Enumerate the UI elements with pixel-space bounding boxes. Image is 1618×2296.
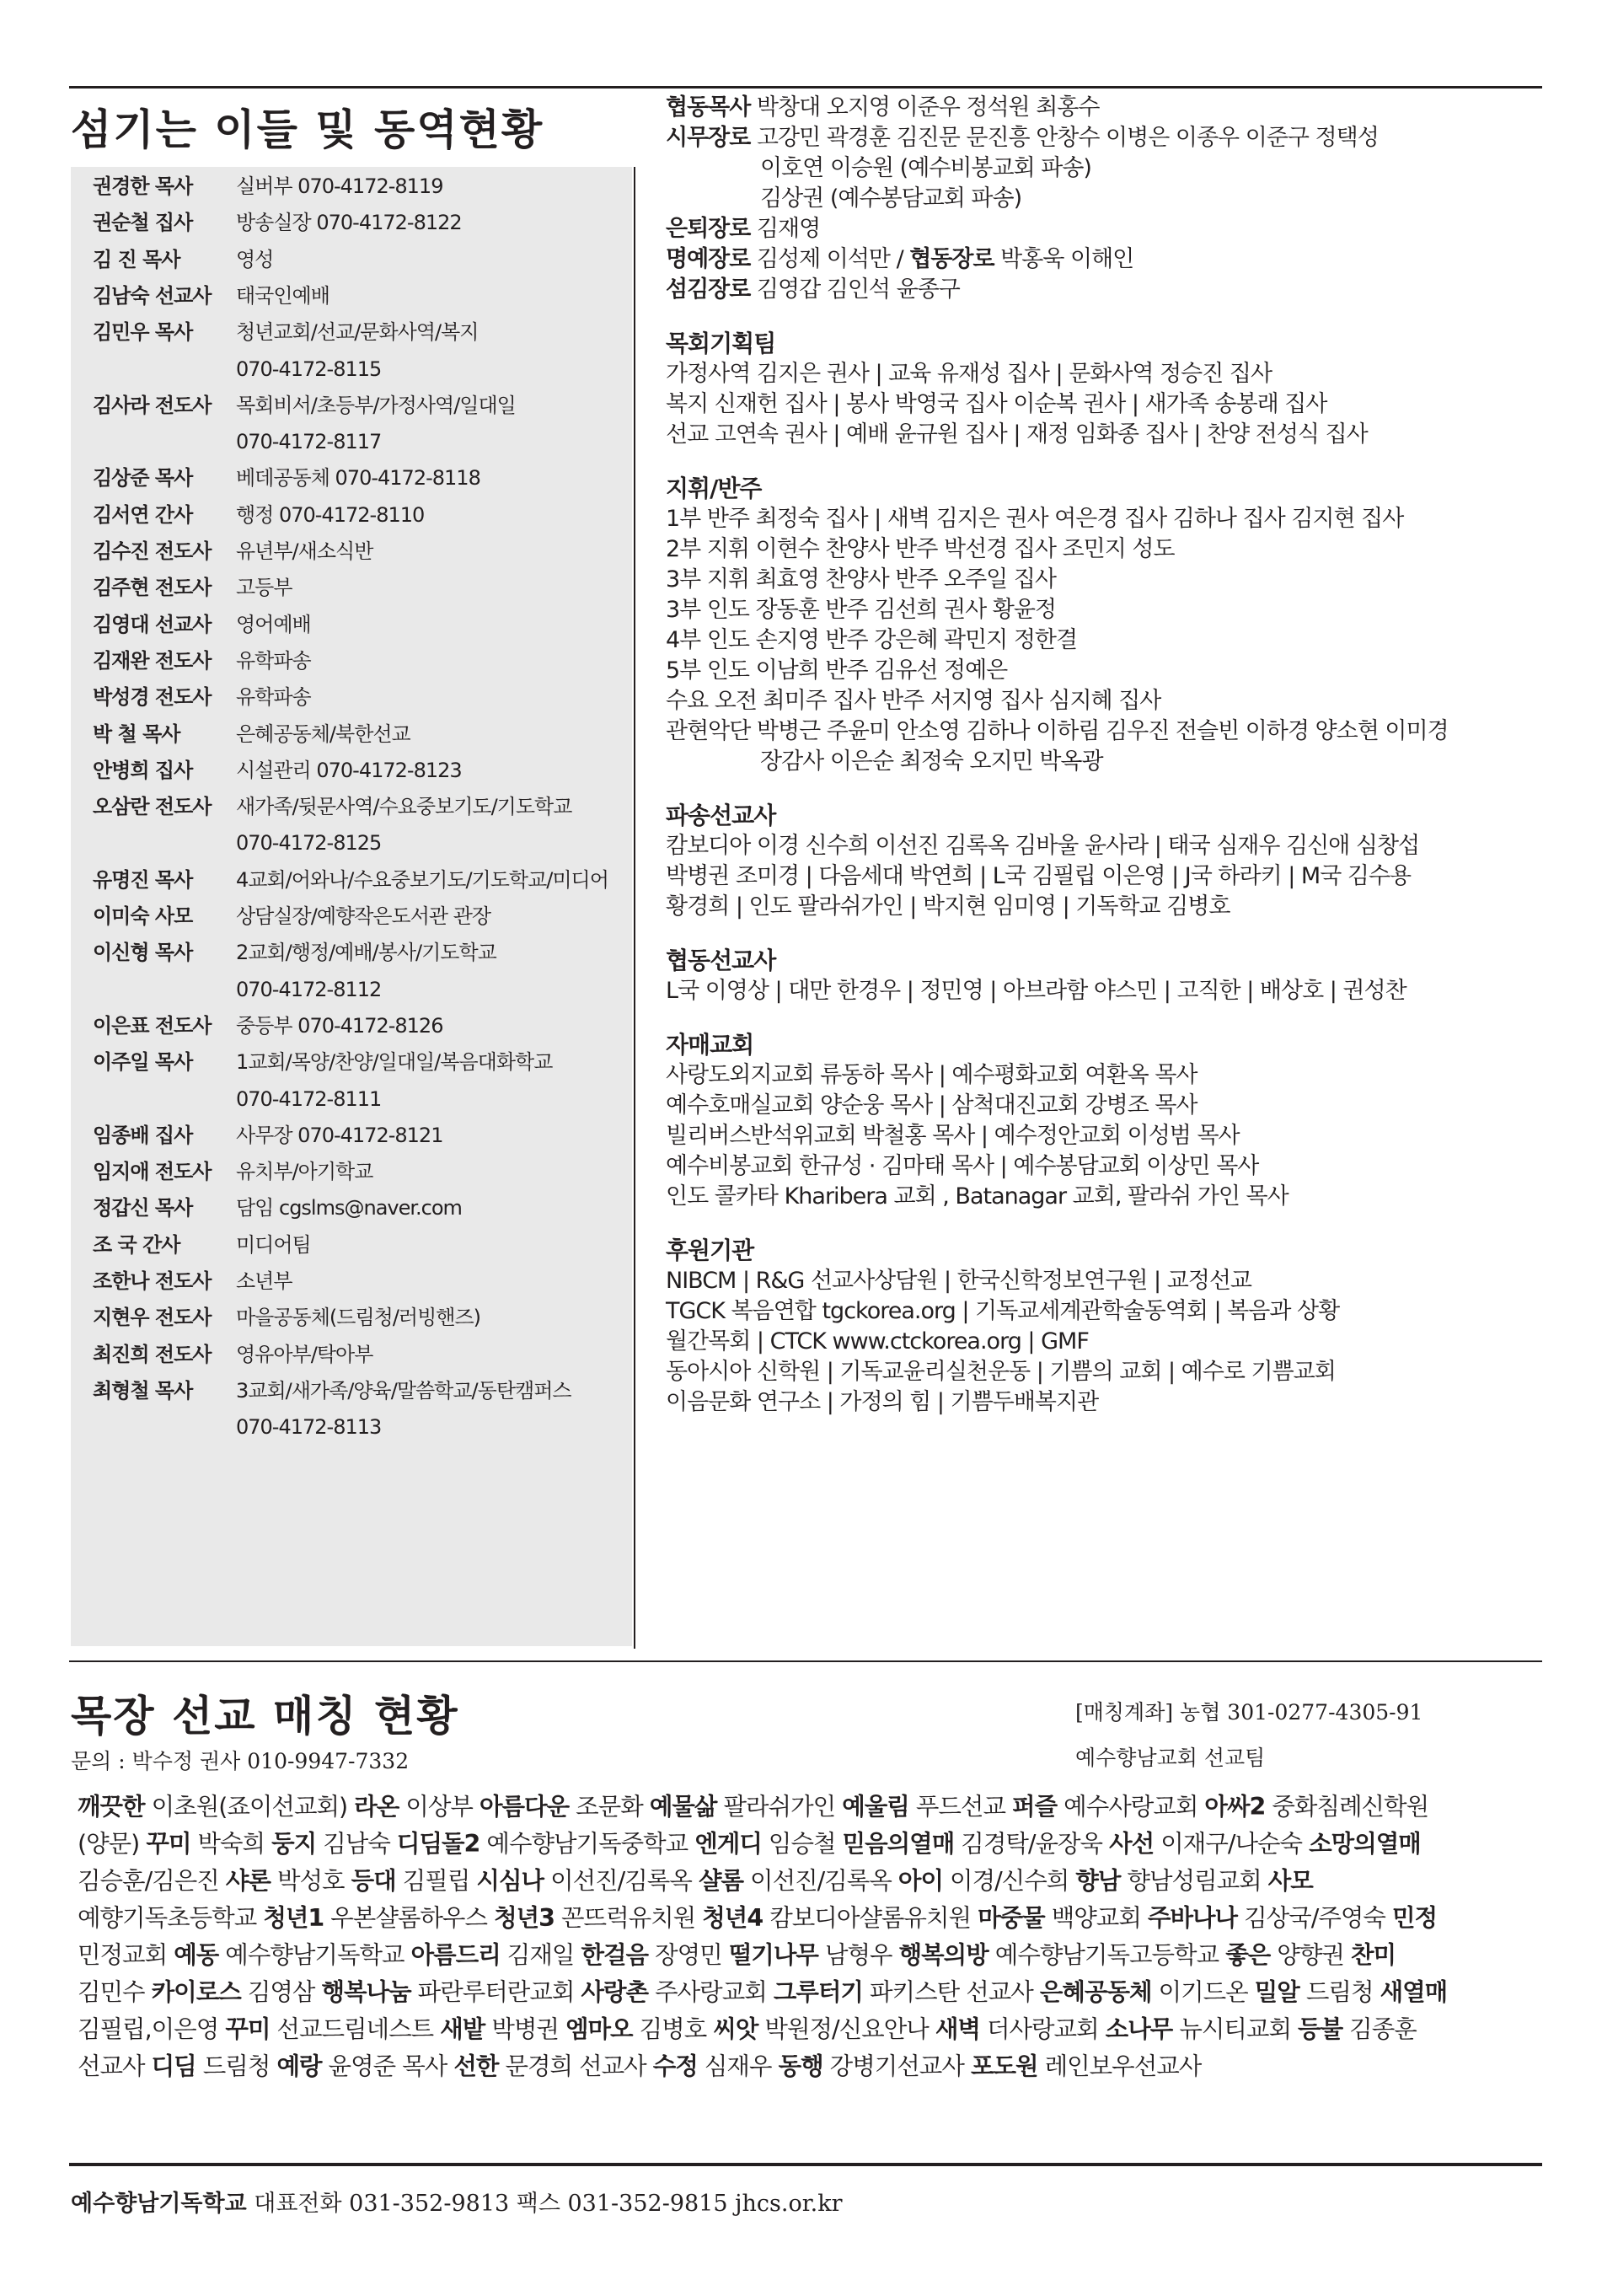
mokjang-name: 꾸미 [225,2015,271,2043]
staff-name: 김재완 전도사 [93,648,212,673]
staff-name: 김영대 선교사 [93,612,212,636]
conductors-indent-line: 장감사 이은순 최정숙 오지민 박옥광 [760,748,1103,775]
sister-churches-heading: 자매교회 [666,1031,754,1059]
matching-line [78,2011,1544,2048]
section-title-servants: 섬기는 이들 및 동역현황 [71,105,544,154]
staff-duty: 베데공동체 070-4172-8118 [236,466,480,491]
staff-duty: 청년교회/선교/문화사역/복지 [236,320,479,345]
staff-name: 이미숙 사모 [93,904,193,928]
mokjang-name: 선한 [453,2052,499,2080]
list-line: 캄보디아 이경 신수희 이선진 김록옥 김바울 윤사라 | 태국 심재우 김신애 심창섭 [666,833,1420,859]
list-line: 관현악단 박병근 주윤미 안소영 김하나 이하림 김우진 전슬빈 이하경 양소현 이미경 [666,718,1449,744]
list-line: 수요 오전 최미주 집사 반주 서지영 집사 심지혜 집사 [666,688,1161,714]
staff-row [93,1011,442,1040]
missionaries-list [666,831,1542,922]
mokjang-name: 깨끗한 [78,1793,145,1821]
staff-row [93,208,462,237]
mission-partner: 이기드온 [1151,1978,1255,2006]
mokjang-name: 소망의열매 [1309,1830,1421,1858]
list-line: 박병권 조미경 | 다음세대 박연희 | L국 김필립 이은영 | J국 하라키 | M국 김수용 [666,863,1412,889]
mokjang-name: 엔게디 [694,1830,762,1858]
mokjang-name: 믿음의열매 [842,1830,955,1858]
mission-partner: 드림청 [196,2052,277,2080]
footer-rule [69,2163,1542,2166]
staff-duty: 1교회/목양/찬양/일대일/복음대화학교 [236,1050,553,1075]
elders-line-5: 은퇴장로 김재영 [666,216,821,242]
staff-name: 정갑신 목사 [93,1196,193,1220]
elders-line-2: 시무장로 고강민 곽경훈 김진문 문진흥 안창수 이병은 이종우 이준구 정택성 [666,125,1379,151]
mokjang-name: 등불 [1298,2015,1343,2043]
mokjang-name: 새열매 [1380,1978,1448,2006]
mission-partner: (양문) [78,1830,147,1858]
mokjang-name: 퍼즐 [1012,1793,1058,1821]
mokjang-name: 청년1 [263,1904,324,1932]
list-line: 동아시아 신학원 | 기독교윤리실천운동 | 기쁨의 교회 | 예수로 기쁨교회 [666,1359,1336,1385]
elders-line-7: 섬김장로 김영갑 김인석 윤종구 [666,276,960,303]
mokjang-name: 등대 [351,1867,396,1895]
list-line: 3부 지휘 최효영 찬양사 반주 오주일 집사 [666,566,1056,593]
staff-name: 지현우 전도사 [93,1306,212,1330]
mission-partner: 이재구/나순숙 [1154,1830,1310,1858]
staff-duty: 유학파송 [236,648,311,673]
list-line: 월간목회 | CTCK www.ctckorea.org | GMF [666,1328,1089,1355]
staff-duty: 방송실장 070-4172-8122 [236,211,462,235]
mission-partner: 문경희 선교사 [498,2052,653,2080]
mission-partner: 김필립 [395,1867,477,1895]
mokjang-name: 샤론 [225,1867,271,1895]
list-line: 가정사역 김지은 권사 | 교육 유재성 집사 | 문화사역 정승진 집사 [666,361,1272,387]
staff-row [93,792,571,821]
mission-partner: 강병기선교사 [822,2052,971,2080]
mokjang-name: 사선 [1109,1830,1155,1858]
list-line: 예수비봉교회 한규성 · 김마태 목사 | 예수봉담교회 이상민 목사 [666,1153,1259,1179]
matching-line [78,1789,1544,1826]
mokjang-name: 카이로스 [151,1978,241,2006]
right-column [666,93,1542,1418]
staff-name: 김상준 목사 [93,466,193,491]
mokjang-name: 예울림 [842,1793,909,1821]
footer-info: 대표전화 031-352-9813 팩스 031-352-9815 jhcs.or.kr [246,2191,843,2217]
mokjang-name: 꾸미 [146,1830,191,1858]
list-line: 예수호매실교회 양순웅 목사 | 삼척대진교회 강병조 목사 [666,1092,1197,1118]
mokjang-name: 행복나눔 [321,1978,411,2006]
mission-partner: 김남숙 [316,1830,397,1858]
mission-partner: 김경탁/윤장욱 [954,1830,1110,1858]
mission-partner: 예수사랑교회 [1057,1793,1205,1821]
staff-name: 김사라 전도사 [93,393,212,417]
mokjang-name: 시심나 [476,1867,544,1895]
staff-duty: 유학파송 [236,685,311,710]
staff-name: 이주일 목사 [93,1050,193,1075]
staff-row [93,756,462,785]
section-title-matching: 목장 선교 매칭 현황 [71,1691,459,1741]
footer-school: 예수향남기독학교 [71,2191,247,2217]
staff-row [93,646,311,675]
mokjang-name: 아름드리 [410,1941,501,1969]
mokjang-name: 한걸음 [581,1941,649,1969]
staff-name: 박성경 전도사 [93,685,212,710]
mission-partner: 예향기독초등학교 [78,1904,264,1932]
staff-duty: 3교회/새가족/양육/말씀학교/동탄캠퍼스 [236,1378,571,1403]
staff-name: 안병희 집사 [93,758,193,782]
staff-row [93,1303,480,1332]
list-line: 2부 지휘 이현수 찬양사 반주 박선경 집사 조민지 성도 [666,536,1175,562]
mission-partner: 김재일 [500,1941,581,1969]
mission-partner: 조문화 [569,1793,650,1821]
mokjang-name: 사모 [1267,1867,1313,1895]
list-line: 5부 인도 이남희 반주 김유선 정예은 [666,657,1008,684]
mokjang-name: 찬미 [1350,1941,1396,1969]
mission-partner: 윤영준 목사 [321,2052,454,2080]
elders-line-3: 이호연 이승원 (예수비봉교회 파송) [760,155,1091,181]
staff-name: 권순철 집사 [93,211,193,235]
mokjang-name: 예동 [174,1941,219,1969]
mission-partner: 레인보우선교사 [1037,2052,1202,2080]
mission-partner: 푸드선교 [908,1793,1013,1821]
staff-row [93,1048,552,1076]
mokjang-name: 민정 [1391,1904,1438,1932]
mission-partner: 이초원(죠이선교회) [144,1793,355,1821]
mission-partner: 김민수 [78,1978,152,2006]
mission-partner: 파키스탄 선교사 [862,1978,1040,2006]
staff-row [93,1267,292,1296]
list-line: 3부 인도 장동훈 반주 김선희 권사 황윤정 [666,597,1056,623]
staff-duty: 4교회/어와나/수요중보기도/기도학교/미디어 [236,867,608,892]
staff-name: 이신형 목사 [93,941,193,965]
mission-partner: 예수향남기독고등학교 [988,1941,1226,1969]
mission-partner: 김승훈/김은진 [78,1867,226,1895]
staff-row [93,537,372,566]
mokjang-name: 새밭 [440,2015,485,2043]
cooperating-heading: 협동선교사 [666,947,776,974]
staff-duty: 070-4172-8115 [236,357,382,381]
mokjang-name: 아이 [897,1867,943,1895]
staff-row [93,318,478,346]
mokjang-name: 청년3 [494,1904,555,1932]
staff-row [93,573,292,602]
mission-partner: 김병호 [632,2015,714,2043]
staff-duty: 시설관리 070-4172-8123 [236,758,462,782]
staff-name: 조 국 간사 [93,1232,180,1257]
staff-row [93,1194,462,1222]
mission-partner: 중화침례신학원 [1265,1793,1429,1821]
staff-duty: 고등부 [236,576,292,600]
cooperating-list [666,976,1542,1006]
mokjang-name: 좋은 [1225,1941,1271,1969]
staff-name: 박 철 목사 [93,722,180,746]
staff-duty: 실버부 070-4172-8119 [236,174,443,198]
staff-name: 김주현 전도사 [93,576,212,600]
staff-duty: 은혜공동체/북한선교 [236,722,410,746]
mokjang-name: 은혜공동체 [1039,1978,1152,2006]
mokjang-name: 밀알 [1254,1978,1299,2006]
staff-duty: 마을공동체(드림청/러빙핸즈) [236,1306,481,1330]
matching-line [78,1900,1544,1937]
staff-row [93,720,410,748]
mokjang-name: 엠마오 [565,2015,633,2043]
staff-row [93,866,608,894]
mokjang-name: 떨기나무 [728,1941,818,1969]
mission-partner: 드림청 [1299,1978,1380,2006]
mission-partner: 김종훈 [1342,2015,1417,2043]
list-line: 인도 콜카타 Kharibera 교회 , Batanagar 교회, 팔라쉬 가인 목사 [666,1183,1289,1210]
staff-row [93,1085,381,1113]
staff-name: 임종배 집사 [93,1123,193,1147]
list-line: 황경희 | 인도 팔라쉬가인 | 박지현 임미영 | 기독학교 김병호 [666,893,1230,920]
elders-line-6: 명예장로 김성제 이석만 / 협동장로 박홍욱 이해인 [666,246,1134,272]
mission-partner: 김상국/주영숙 [1237,1904,1392,1932]
mission-partner: 이상부 [399,1793,480,1821]
staff-duty: 070-4172-8112 [236,977,382,1001]
mokjang-name: 디딤 [151,2052,196,2080]
staff-name: 권경한 목사 [93,174,193,198]
elders-line-1: 협동목사 박창대 오지영 이준우 정석원 최홍수 [666,94,1100,121]
staff-duty: 태국인예배 [236,283,329,308]
mokjang-name: 아름다운 [479,1793,570,1821]
staff-name: 김수진 전도사 [93,539,212,563]
matching-list [78,1789,1544,2085]
staff-name: 김남숙 선교사 [93,283,212,308]
staff-duty: 소년부 [236,1269,292,1293]
church-team: 예수향남교회 선교팀 [1075,1746,1266,1770]
mission-partner: 우본샬롬하우스 [324,1904,495,1932]
mission-partner: 장영민 [648,1941,729,1969]
staff-duty: 영어예배 [236,612,311,636]
mission-partner: 심재우 [697,2052,779,2080]
mokjang-name: 라온 [354,1793,399,1821]
mission-partner: 박원정/신요안나 [758,2015,935,2043]
mission-partner: 이경/신수희 [942,1867,1076,1895]
matching-line [78,1974,1544,2011]
middle-rule [69,1660,1542,1662]
staff-name: 이은표 전도사 [93,1013,212,1038]
matching-line [78,1826,1544,1863]
mokjang-name: 둥지 [271,1830,317,1858]
mokjang-name: 샬롬 [698,1867,743,1895]
list-line: 이음문화 연구소 | 가정의 힘 | 기쁨두배복지관 [666,1389,1099,1415]
matching-line [78,1937,1544,1974]
conductors-list [666,504,1542,747]
mission-partner: 뉴시티교회 [1172,2015,1299,2043]
staff-name: 조한나 전도사 [93,1269,212,1293]
matching-account: [매칭계좌] 농협 301-0277-4305-91 [1075,1700,1423,1725]
mission-partner: 임승철 [761,1830,843,1858]
staff-name: 유명진 목사 [93,867,193,892]
staff-row [93,282,329,310]
top-rule [69,86,1542,89]
staff-name: 최형철 목사 [93,1378,193,1403]
staff-duty: 담임 cgslms@naver.com [236,1196,462,1220]
staff-duty: 영유아부/탁아부 [236,1342,373,1366]
mokjang-name: 예랑 [276,2052,322,2080]
list-line: 4부 인도 손지영 반주 강은혜 곽민지 정한결 [666,627,1078,653]
mission-partner: 박병권 [485,2015,565,2043]
mokjang-name: 행복의방 [898,1941,988,1969]
staff-row [93,975,381,1004]
mission-partner: 이선진/김록옥 [743,1867,898,1895]
staff-row [93,501,424,529]
staff-row [93,464,480,492]
mission-partner: 박숙희 [190,1830,272,1858]
mission-partner: 이선진/김록옥 [544,1867,699,1895]
staff-duty: 070-4172-8125 [236,831,382,856]
staff-name: 김민우 목사 [93,320,193,345]
mokjang-name: 마중물 [978,1904,1045,1932]
staff-duty: 중등부 070-4172-8126 [236,1013,443,1038]
staff-row [93,1231,311,1259]
mission-partner: 꼰뜨럭유치원 [554,1904,703,1932]
mokjang-name: 새벽 [935,2015,980,2043]
list-line: NIBCM | R&G 선교사상담원 | 한국신학정보연구원 | 교정선교 [666,1268,1252,1294]
staff-row [93,938,496,967]
contact-info: 문의 : 박수정 권사 010-9947-7332 [71,1749,410,1773]
staff-row [93,172,442,201]
staff-row [93,829,381,857]
staff-row [93,245,273,274]
mission-partner: 향남성림교회 [1120,1867,1268,1895]
matching-line [78,1863,1544,1900]
supporters-list [666,1266,1542,1418]
staff-duty: 070-4172-8113 [236,1415,382,1440]
staff-row [93,355,381,384]
mokjang-name: 청년4 [702,1904,763,1932]
conductors-heading: 지휘/반주 [666,475,762,502]
mission-partner: 더사랑교회 [979,2015,1106,2043]
staff-duty: 목회비서/초등부/가정사역/일대일 [236,393,516,417]
staff-name: 임지애 전도사 [93,1160,212,1184]
staff-row [93,1121,442,1150]
staff-row [93,391,516,420]
mokjang-name: 포도원 [970,2052,1038,2080]
staff-duty: 유치부/아기학교 [236,1160,373,1184]
mokjang-name: 사랑촌 [581,1978,649,2006]
mission-partner: 주사랑교회 [648,1978,774,2006]
staff-duty: 2교회/행정/예배/봉사/기도학교 [236,941,496,965]
staff-duty: 070-4172-8111 [236,1086,382,1111]
list-line: L국 이영상 | 대만 한경우 | 정민영 | 아브라함 야스민 | 고직한 | 배상호 | 권성찬 [666,978,1406,1004]
mission-partner: 민정교회 [78,1941,174,1969]
staff-row [93,1340,372,1369]
mokjang-name: 동행 [778,2052,823,2080]
mission-partner: 양향권 [1270,1941,1351,1969]
mission-partner: 남형우 [817,1941,899,1969]
sister-churches-list [666,1060,1542,1212]
staff-row [93,610,311,639]
staff-name: 김서연 간사 [93,502,193,527]
staff-row [93,1413,381,1441]
staff-row [93,683,311,711]
staff-duty: 사무장 070-4172-8121 [236,1123,443,1147]
staff-duty: 유년부/새소식반 [236,539,373,563]
mission-partner: 예수향남기독중학교 [480,1830,695,1858]
mokjang-name: 씨앗 [713,2015,758,2043]
mission-partner: 파란루터란교회 [410,1978,581,2006]
list-line: TGCK 복음연합 tgckorea.org | 기독교세계관학술동역회 | 복음과 상황 [666,1298,1340,1324]
mokjang-name: 소나무 [1105,2015,1173,2043]
staff-duty: 새가족/뒷문사역/수요중보기도/기도학교 [236,795,572,819]
missionaries-heading: 파송선교사 [666,802,776,829]
mission-partner: 캄보디아샬롬유치원 [763,1904,978,1932]
ministry-team-list [666,359,1542,450]
ministry-team-heading: 목회기획팀 [666,330,776,357]
staff-duty: 영성 [236,247,274,271]
staff-duty: 미디어팀 [236,1232,311,1257]
mokjang-name: 아싸2 [1204,1793,1266,1821]
staff-name: 오삼란 전도사 [93,795,212,819]
list-line: 1부 반주 최정숙 집사 | 새벽 김지은 권사 여은경 집사 김하나 집사 김지현 집사 [666,506,1404,532]
staff-name: 김 진 목사 [93,247,180,271]
elders-line-4: 김상권 (예수봉담교회 파송) [760,185,1022,212]
mission-partner: 선교드림네스트 [270,2015,441,2043]
staff-row [93,1157,372,1186]
supporters-heading: 후원기관 [666,1237,754,1264]
mission-partner: 김필립,이은영 [78,2015,226,2043]
footer [71,2185,842,2218]
mokjang-name: 디딤돌2 [396,1830,480,1858]
matching-line [78,2048,1544,2085]
mission-partner: 선교사 [78,2052,152,2080]
staff-duty: 상담실장/예향작은도서관 관장 [236,904,491,928]
list-line: 복지 신재헌 집사 | 봉사 박영국 집사 이순복 권사 | 새가족 송봉래 집사 [666,391,1327,417]
mission-partner: 예수향남기독학교 [218,1941,411,1969]
staff-row [93,1376,571,1405]
mission-partner: 백양교회 [1044,1904,1148,1932]
staff-row [93,427,381,456]
staff-row [93,902,490,931]
mokjang-name: 그루터기 [773,1978,863,2006]
column-divider [634,167,635,1649]
mission-partner: 박성호 [270,1867,351,1895]
staff-duty: 행정 070-4172-8110 [236,502,425,527]
mission-partner: 팔라쉬가인 [716,1793,843,1821]
staff-duty: 070-4172-8117 [236,430,382,454]
list-line: 빌리버스반석위교회 박철홍 목사 | 예수정안교회 이성범 목사 [666,1123,1240,1149]
mokjang-name: 주바나나 [1147,1904,1238,1932]
mokjang-name: 예물삶 [649,1793,717,1821]
mission-partner: 김영삼 [240,1978,322,2006]
list-line: 사랑도외지교회 류동하 목사 | 예수평화교회 여환옥 목사 [666,1062,1197,1088]
mokjang-name: 수정 [652,2052,698,2080]
mokjang-name: 향남 [1075,1867,1121,1895]
staff-name: 최진희 전도사 [93,1342,212,1366]
list-line: 선교 고연속 권사 | 예배 윤규원 집사 | 재정 임화종 집사 | 찬양 전성식 집사 [666,421,1368,448]
